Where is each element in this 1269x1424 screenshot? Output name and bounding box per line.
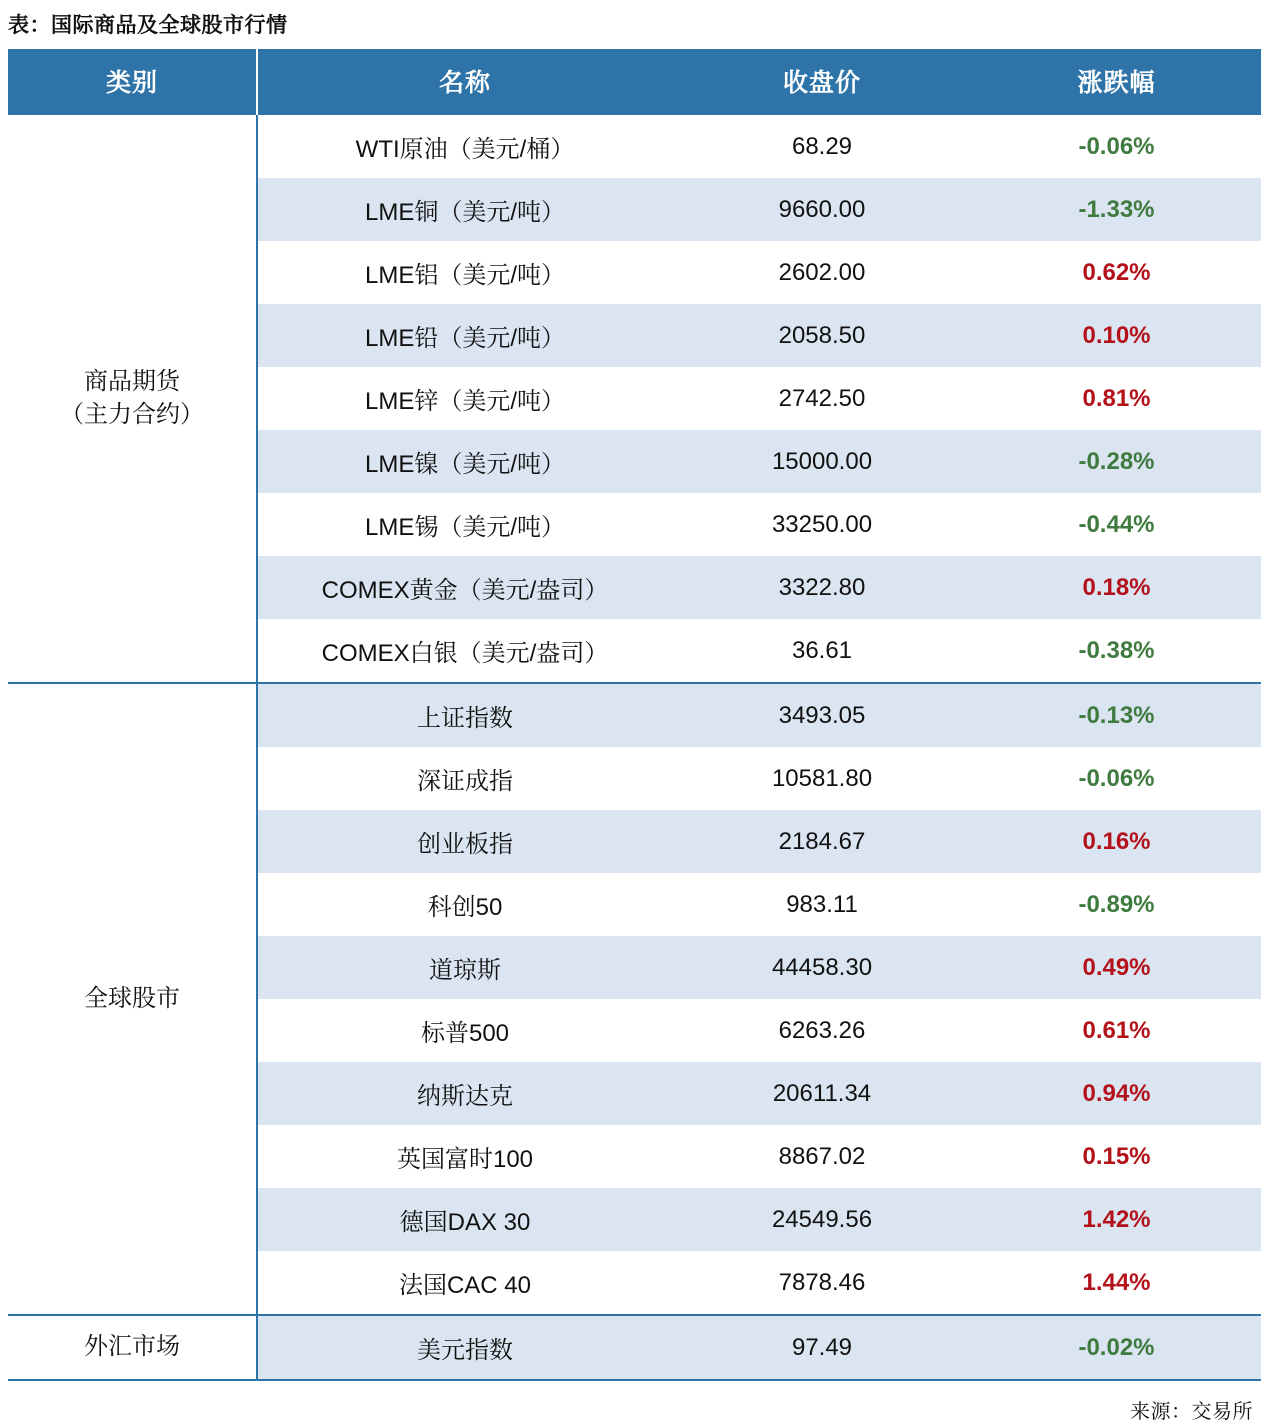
instrument-name-cell: 创业板指 — [257, 810, 672, 873]
instrument-name-cell: 德国DAX 30 — [257, 1188, 672, 1251]
close-price-cell: 9660.00 — [672, 178, 972, 241]
change-pct-cell: -0.06% — [972, 114, 1261, 178]
column-header-name: 名称 — [257, 49, 672, 114]
instrument-name-cell: 美元指数 — [257, 1315, 672, 1380]
close-price-cell: 2184.67 — [672, 810, 972, 873]
close-price-cell: 97.49 — [672, 1315, 972, 1380]
instrument-name-cell: LME铅（美元/吨） — [257, 304, 672, 367]
category-label-line1: 全球股市 — [84, 984, 180, 1012]
table-row — [8, 1315, 1261, 1380]
change-pct-cell: -0.89% — [972, 873, 1261, 936]
close-price-cell: 20611.34 — [672, 1062, 972, 1125]
instrument-name-cell: 英国富时100 — [257, 1125, 672, 1188]
instrument-name-cell: LME铜（美元/吨） — [257, 178, 672, 241]
change-pct-cell: 0.18% — [972, 556, 1261, 619]
category-label-line1: 商品期货 — [84, 368, 180, 396]
change-pct-cell: -0.38% — [972, 619, 1261, 683]
column-header-change-pct: 涨跌幅 — [972, 49, 1261, 114]
instrument-name-cell: 标普500 — [257, 999, 672, 1062]
instrument-name-cell: 深证成指 — [257, 747, 672, 810]
close-price-cell: 3493.05 — [672, 683, 972, 747]
change-pct-cell: 0.62% — [972, 241, 1261, 304]
instrument-name-cell: LME铝（美元/吨） — [257, 241, 672, 304]
category-cell — [8, 114, 257, 683]
column-header-category: 类别 — [8, 49, 257, 114]
source-note: 来源：交易所 — [1130, 1401, 1253, 1423]
instrument-name-cell: 法国CAC 40 — [257, 1251, 672, 1315]
instrument-name-cell: LME锌（美元/吨） — [257, 367, 672, 430]
close-price-cell: 44458.30 — [672, 936, 972, 999]
change-pct-cell: 0.49% — [972, 936, 1261, 999]
change-pct-cell: -0.02% — [972, 1315, 1261, 1380]
instrument-name-cell: LME镍（美元/吨） — [257, 430, 672, 493]
change-pct-cell: 0.15% — [972, 1125, 1261, 1188]
close-price-cell: 24549.56 — [672, 1188, 972, 1251]
change-pct-cell: -0.13% — [972, 683, 1261, 747]
close-price-cell: 2742.50 — [672, 367, 972, 430]
close-price-cell: 983.11 — [672, 873, 972, 936]
header-row — [8, 49, 1261, 114]
close-price-cell: 10581.80 — [672, 747, 972, 810]
instrument-name-cell: 纳斯达克 — [257, 1062, 672, 1125]
close-price-cell: 36.61 — [672, 619, 972, 683]
category-label-line2: （主力合约） — [60, 400, 204, 428]
category-cell — [8, 1315, 257, 1380]
instrument-name-cell: 道琼斯 — [257, 936, 672, 999]
table-body — [8, 114, 1261, 1380]
close-price-cell: 6263.26 — [672, 999, 972, 1062]
change-pct-cell: -0.28% — [972, 430, 1261, 493]
instrument-name-cell: LME锡（美元/吨） — [257, 493, 672, 556]
close-price-cell: 8867.02 — [672, 1125, 972, 1188]
instrument-name-cell: 科创50 — [257, 873, 672, 936]
close-price-cell: 15000.00 — [672, 430, 972, 493]
close-price-cell: 68.29 — [672, 114, 972, 178]
change-pct-cell: 0.10% — [972, 304, 1261, 367]
change-pct-cell: 0.61% — [972, 999, 1261, 1062]
table-row — [8, 683, 1261, 747]
change-pct-cell: 0.81% — [972, 367, 1261, 430]
market-quotes-table — [8, 49, 1261, 1381]
table-caption: 表：国际商品及全球股市行情 — [8, 14, 288, 37]
change-pct-cell: 0.94% — [972, 1062, 1261, 1125]
change-pct-cell: 1.42% — [972, 1188, 1261, 1251]
category-label-line1: 外汇市场 — [84, 1333, 180, 1361]
column-header-close-price: 收盘价 — [672, 49, 972, 114]
instrument-name-cell: 上证指数 — [257, 683, 672, 747]
instrument-name-cell: COMEX黄金（美元/盎司） — [257, 556, 672, 619]
close-price-cell: 3322.80 — [672, 556, 972, 619]
instrument-name-cell: WTI原油（美元/桶） — [257, 114, 672, 178]
table-row — [8, 114, 1261, 178]
change-pct-cell: -0.44% — [972, 493, 1261, 556]
change-pct-cell: 1.44% — [972, 1251, 1261, 1315]
change-pct-cell: -0.06% — [972, 747, 1261, 810]
category-cell — [8, 683, 257, 1315]
close-price-cell: 2058.50 — [672, 304, 972, 367]
close-price-cell: 33250.00 — [672, 493, 972, 556]
close-price-cell: 7878.46 — [672, 1251, 972, 1315]
change-pct-cell: 0.16% — [972, 810, 1261, 873]
close-price-cell: 2602.00 — [672, 241, 972, 304]
change-pct-cell: -1.33% — [972, 178, 1261, 241]
instrument-name-cell: COMEX白银（美元/盎司） — [257, 619, 672, 683]
table-header — [8, 49, 1261, 114]
